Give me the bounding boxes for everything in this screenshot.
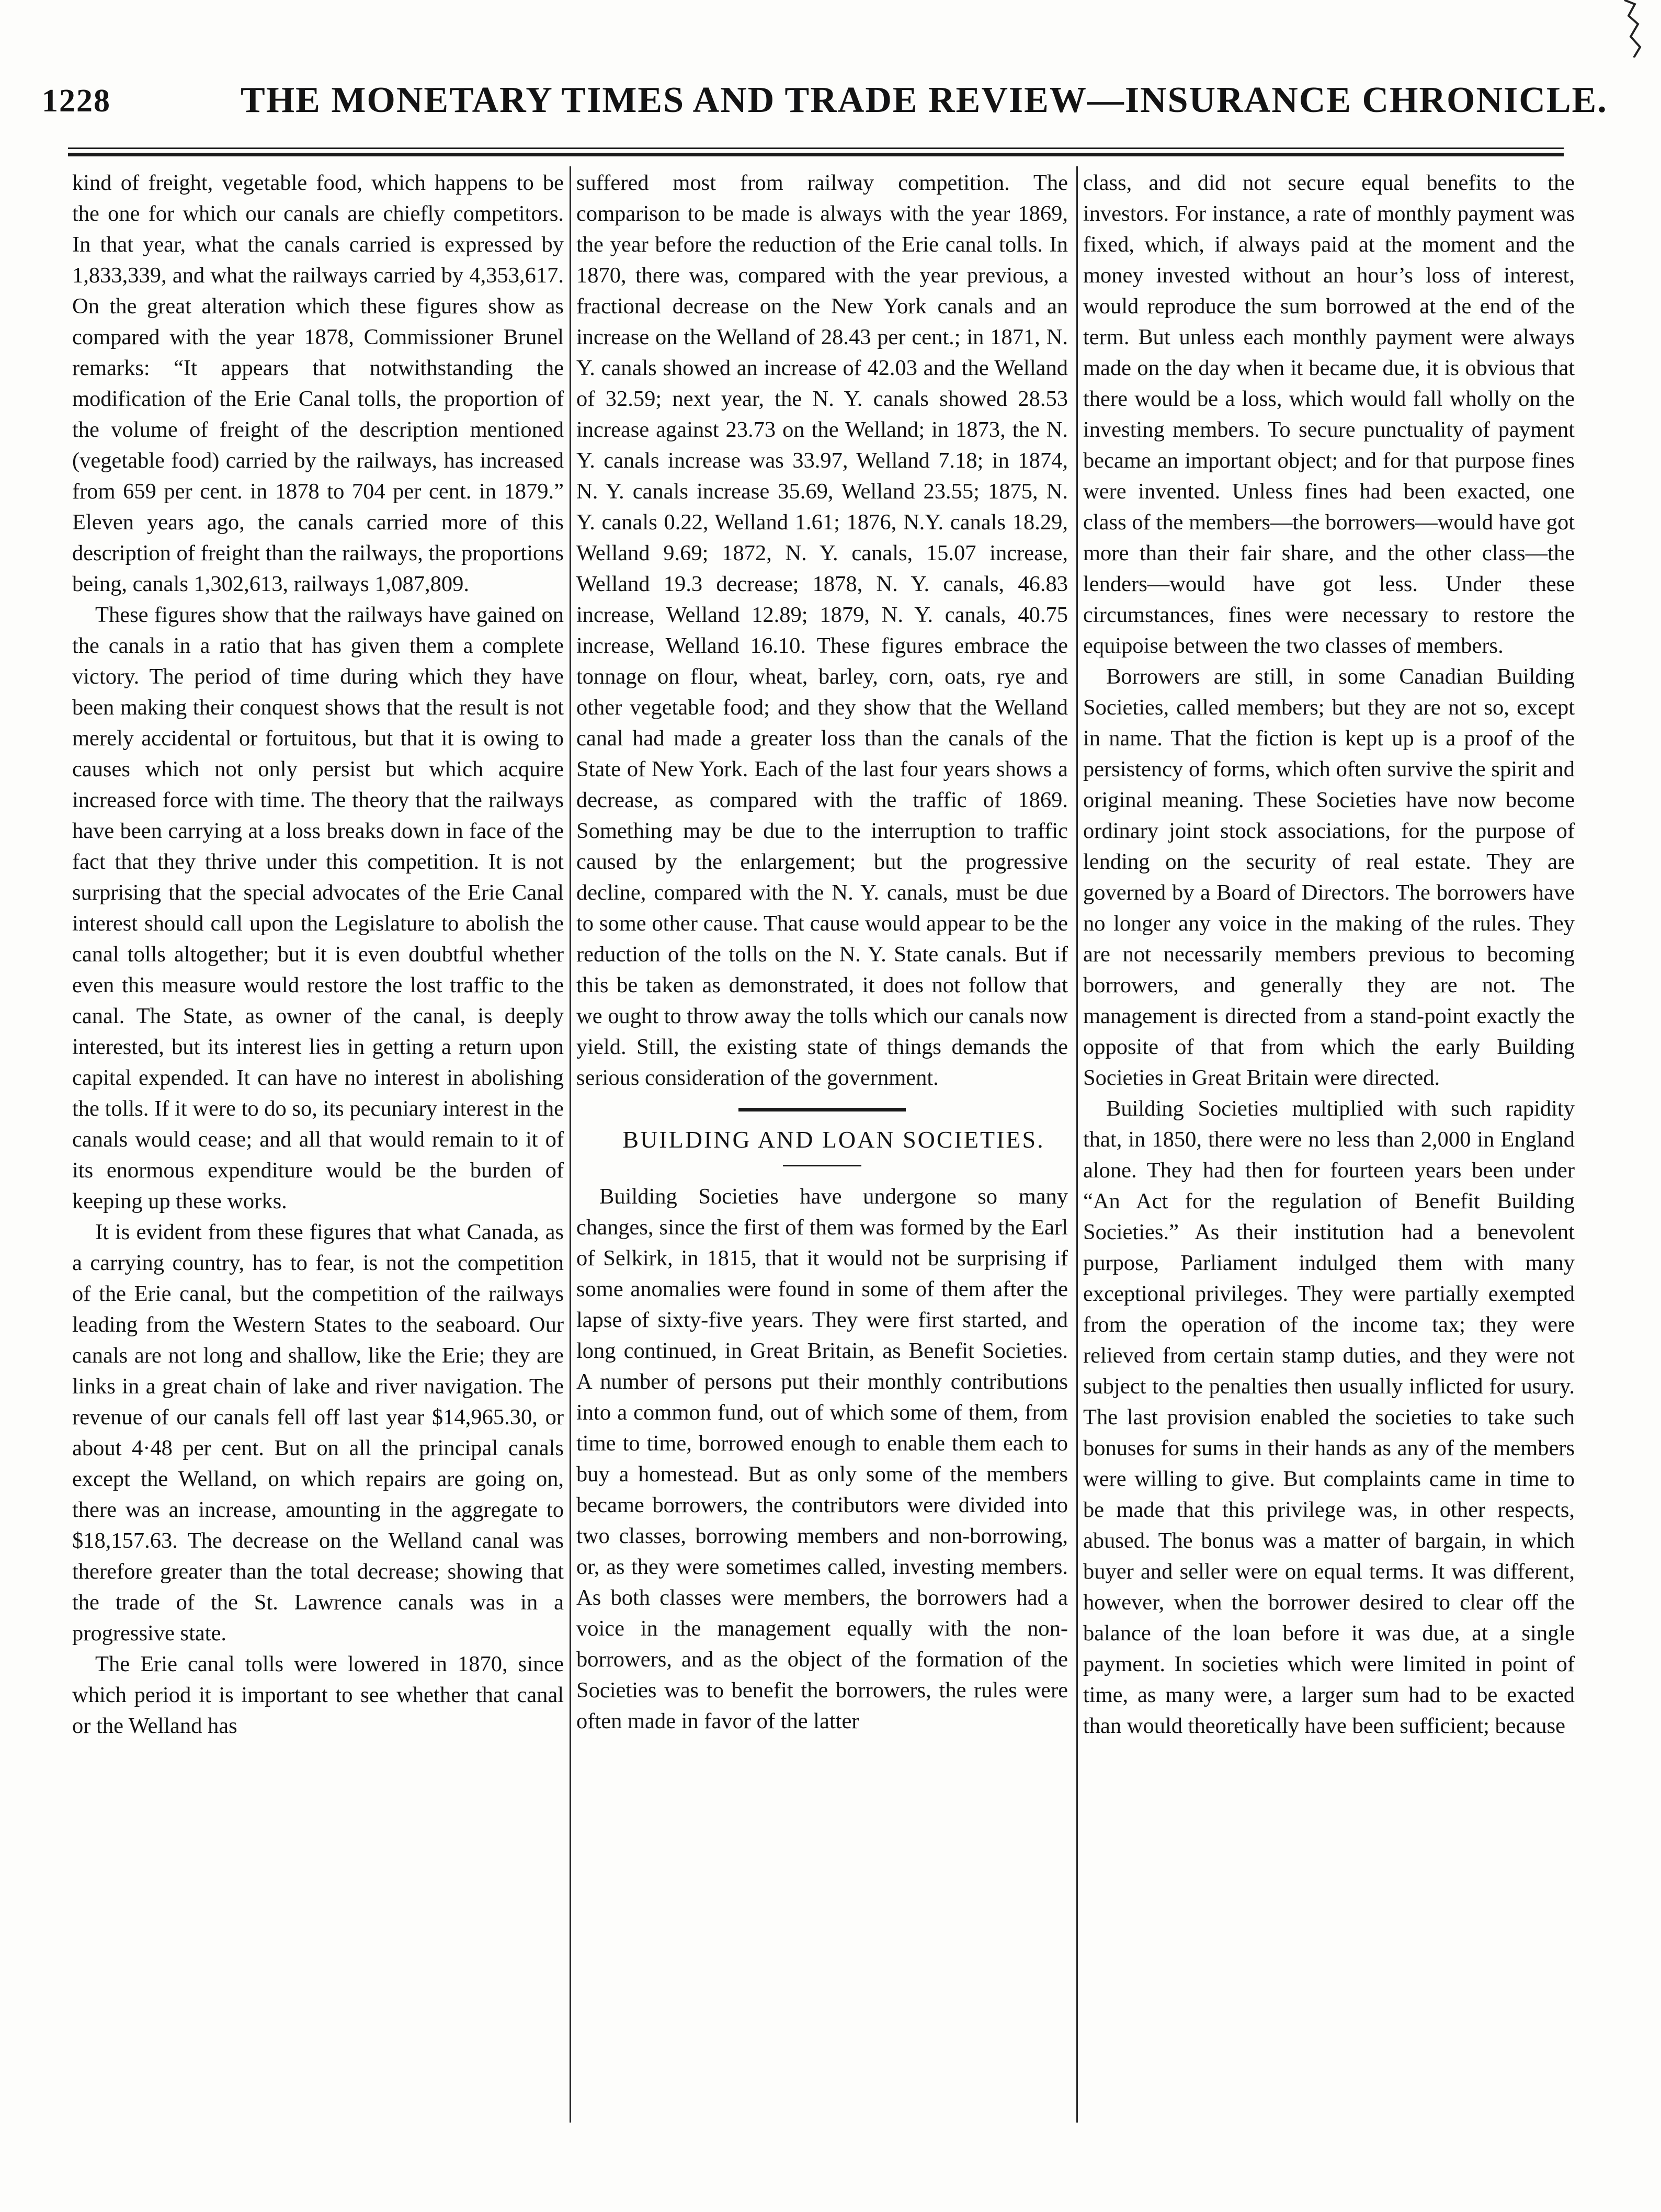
paragraph: kind of freight, vegetable food, which happens to be the one for which our canals are chiefly competitors. In that year, what the canals carried is expressed by 1,833,339, and what the railways carried by 4,353,617. On the great alteration which these figures show as compared with the year 1878, Commissioner Brunel remarks: “It appears that notwithstanding the modification of the Erie Canal tolls, the proportion of the volume of freight of the description mentioned (vegetable food) carried by the railways, has increased from 659 per cent. in 1878 to 704 per cent. in 1879.” Eleven years ago, the canals carried more of this description of freight than the railways, the proportions being, canals 1,302,613, railways 1,087,809. (72, 171, 564, 596)
page-edge-mark (1619, 0, 1645, 58)
column-3 (1083, 167, 1575, 2118)
page-number: 1228 (42, 83, 111, 119)
section-rule-small (783, 1165, 861, 1166)
running-title: THE MONETARY TIMES AND TRADE REVIEW—INSURANCE CHRONICLE. (241, 80, 1608, 120)
paragraph: Borrowers are still, in some Canadian Building Societies, called members; but they are not so, except in name. That the fiction is kept up is a proof of the persistency of forms, which often survive the spirit and original meaning. These Societies have now become ordinary joint stock associations, for the purpose of lending on the security of real estate. They are governed by a Board of Directors. The borrowers have no longer any voice in the making of the rules. They are not necessarily members previous to becoming borrowers, and generally they are not. The management is directed from a stand-point exactly the opposite of that from which the early Building Societies in Great Britain were directed. (1083, 664, 1575, 1090)
paragraph: suffered most from railway competition. The comparison to be made is always with the year 1869, the year before the reduction of the Erie canal tolls. In 1870, there was, compared with the year previous, a fractional decrease on the New York canals and an increase on the Welland of 28.43 per cent.; in 1871, N. Y. canals showed an increase of 42.03 and the Welland of 32.59; next year, the N. Y. canals showed 28.53 increase against 23.73 on the Welland; in 1873, the N. Y. canals increase was 33.97, Welland 7.18; in 1874, N. Y. canals increase 35.69, Welland 23.55; 1875, N. Y. canals 0.22, Welland 1.61; 1876, N.Y. canals 18.29, Welland 9.69; 1872, N. Y. canals, 15.07 increase, Welland 19.3 decrease; 1878, N. Y. canals, 46.83 increase, Welland 12.89; 1879, N. Y. canals, 40.75 increase, Welland 16.10. These figures embrace the tonnage on flour, wheat, barley, corn, oats, rye and other vegetable food; and they show that the Welland canal had made a greater loss than the canals of the State of New York. Each of the last four years shows a decrease, as compared with the traffic of 1869. Something may be due to the interruption to traffic caused by the enlargement; but the progressive decline, compared with the N. Y. canals, must be due to some other cause. That cause would appear to be the reduction of the tolls on the N. Y. State canals. But if this be taken as demonstrated, it does not follow that we ought to throw away the tolls which our canals now yield. Still, the existing state of things demands the serious consideration of the government. (576, 171, 1068, 1090)
column-1 (72, 167, 564, 2118)
paragraph: The Erie canal tolls were lowered in 1870, since which period it is important to see whether that canal or the Welland has (72, 1652, 564, 1738)
paragraph: class, and did not secure equal benefits to the investors. For instance, a rate of monthly payment was fixed, which, if always paid at the moment and the money invested without an hour’s loss of interest, would reproduce the sum borrowed at the end of the term. But unless each monthly payment were always made on the day when it became due, it is obvious that there would be a loss, which would fall wholly on the investing members. To secure punctuality of payment became an important object; and for that purpose fines were invented. Unless fines had been exacted, one class of the members—the borrowers—would have got more than their fair share, and the other class—the lenders—would have got less. Under these circumstances, fines were necessary to restore the equipoise between the two classes of members. (1083, 171, 1575, 658)
header-rule-thin (68, 148, 1564, 149)
paragraph: Building Societies have undergone so many changes, since the first of them was formed by the Earl of Selkirk, in 1815, that it would not be surprising if some anomalies were found in some of them after the lapse of sixty-five years. They were first started, and long continued, in Great Britain, as Benefit Societies. A number of persons put their monthly contributions into a common fund, out of which some of them, from time to time, borrowed enough to enable them each to buy a homestead. But as only some of the members became borrowers, the contributors were divided into two classes, borrowing members and non-borrowing, or, as they were sometimes called, investing members. As both classes were members, the borrowers had a voice in the management equally with the non-borrowers, and as the object of the formation of the Societies was to benefit the borrowers, the rules were often made in favor of the latter (576, 1184, 1068, 1733)
section-heading: BUILDING AND LOAN SOCIETIES. (622, 1126, 1045, 1153)
section-rule (738, 1108, 906, 1111)
paragraph: These figures show that the railways have gained on the canals in a ratio that has given them a complete victory. The period of time during which they have been making their conquest shows that the result is not merely accidental or fortuitous, but that it is owing to causes which not only persist but which acquire increased force with time. The theory that the railways have been carrying at a loss breaks down in face of the fact that they thrive under this competition. It is not surprising that the special advocates of the Erie Canal interest should call upon the Legislature to abolish the canal tolls altogether; but it is even doubtful whether even this measure would restore the lost traffic to the canal. The State, as owner of the canal, is deeply interested, but its interest lies in getting a return upon capital expended. It can have no interest in abolishing the tolls. If it were to do so, its pecuniary interest in the canals would cease; and all that would remain to it of its enormous expenditure would be the burden of keeping up these works. (72, 603, 564, 1213)
header-rule-thick (68, 153, 1564, 156)
paragraph: Building Societies multiplied with such rapidity that, in 1850, there were no less than 2,000 in England alone. They had then for fourteen years been under “An Act for the regulation of Benefit Building Societies.” As their institution had a benevolent purpose, Parliament indulged them with many exceptional privileges. They were partially exempted from the operation of the income tax; they were relieved from certain stamp duties, and they were not subject to the penalties then usually inflicted for usury. The last provision enabled the societies to take such bonuses for sums in their hands as any of the members were willing to give. But complaints came in time to be made that this privilege was, in other respects, abused. The bonus was a matter of bargain, in which buyer and seller were on equal terms. It was different, however, when the borrower desired to clear off the balance of the loan before it was due, at a single payment. In societies which were limited in point of time, as many were, a larger sum had to be exacted than would theoretically have been sufficient; because (1083, 1096, 1575, 1738)
page-header (42, 73, 1608, 136)
column-divider-left (570, 166, 571, 2123)
paragraph: It is evident from these figures that what Canada, as a carrying country, has to fear, is not the competition of the Erie canal, but the competition of the railways leading from the Western States to the seaboard. Our canals are not long and shallow, like the Erie; they are links in a great chain of lake and river navigation. The revenue of our canals fell off last year $14,965.30, or about 4·48 per cent. But on all the principal canals except the Welland, on which repairs are going on, there was an increase, amounting in the aggregate to $18,157.63. The decrease on the Welland canal was therefore greater than the total decrease; showing that the trade of the St. Lawrence canals was in a progressive state. (72, 1220, 564, 1646)
column-divider-right (1076, 166, 1078, 2123)
column-2 (576, 167, 1068, 2118)
